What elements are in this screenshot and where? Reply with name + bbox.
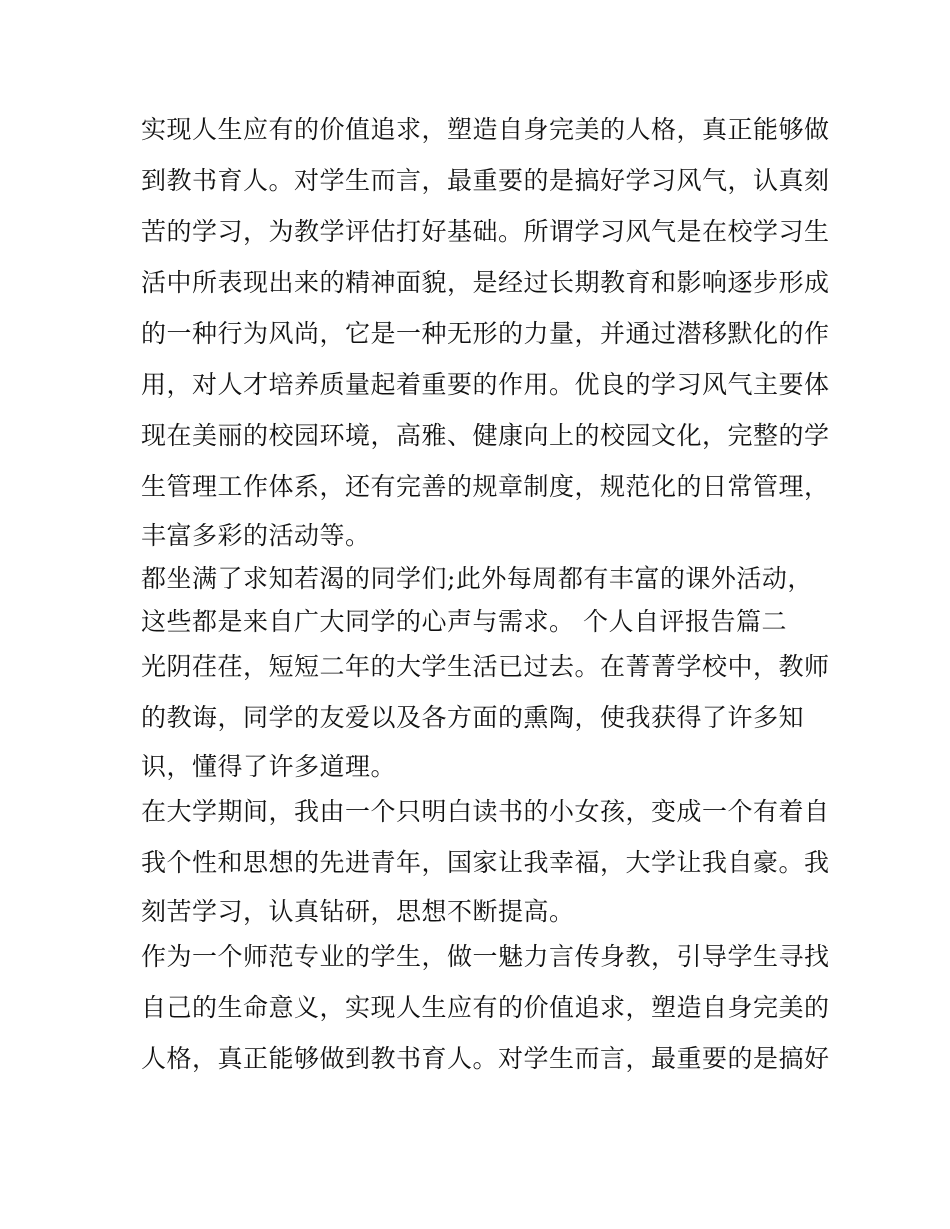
text-line: 识，懂得了许多道理。 [141, 752, 397, 781]
text-line: 这些都是来自广大同学的心声与需求。 个人自评报告篇二 [141, 607, 787, 636]
text-line: 实现人生应有的价值追求，塑造自身完美的人格，真正能够做 [141, 115, 830, 144]
text-line: 苦的学习，为教学评估打好基础。所谓学习风气是在校学习生 [141, 217, 830, 246]
text-line: 光阴荏荏，短短二年的大学生活已过去。在菁菁学校中，教师 [141, 652, 830, 681]
body-text [141, 108, 830, 1088]
text-line: 到教书育人。对学生而言，最重要的是搞好学习风气，认真刻 [141, 166, 830, 195]
text-line: 都坐满了求知若渴的同学们;此外每周都有丰富的课外活动， [141, 564, 813, 593]
text-line: 作为一个师范专业的学生，做一魅力言传身教，引导学生寻找 [141, 942, 830, 971]
text-line: 我个性和思想的先进青年，国家让我幸福，大学让我自豪。我 [141, 848, 830, 877]
text-line: 刻苦学习，认真钻研，思想不断提高。 [141, 897, 575, 926]
text-line: 人格，真正能够做到教书育人。对学生而言，最重要的是搞好 [141, 1044, 830, 1073]
text-line: 生管理工作体系，还有完善的规章制度，规范化的日常管理， [141, 472, 830, 501]
text-line: 丰富多彩的活动等。 [141, 521, 371, 550]
text-line: 用，对人才培养质量起着重要的作用。优良的学习风气主要体 [141, 370, 830, 399]
paragraph-1 [141, 108, 830, 559]
text-line: 现在美丽的校园环境，高雅、健康向上的校园文化，完整的学 [141, 421, 830, 450]
text-line: 活中所表现出来的精神面貌，是经过长期教育和影响逐步形成 [141, 268, 830, 297]
text-line: 的一种行为风尚，它是一种无形的力量，并通过潜移默化的作 [141, 319, 830, 348]
paragraph-2 [141, 559, 830, 790]
paragraph-4 [141, 935, 830, 1088]
text-line: 的教诲，同学的友爱以及各方面的熏陶，使我获得了许多知 [141, 703, 805, 732]
text-line: 在大学期间，我由一个只明白读书的小女孩，变成一个有着自 [141, 797, 830, 826]
text-line: 自己的生命意义，实现人生应有的价值追求，塑造自身完美的 [141, 993, 830, 1022]
paragraph-3 [141, 790, 830, 935]
